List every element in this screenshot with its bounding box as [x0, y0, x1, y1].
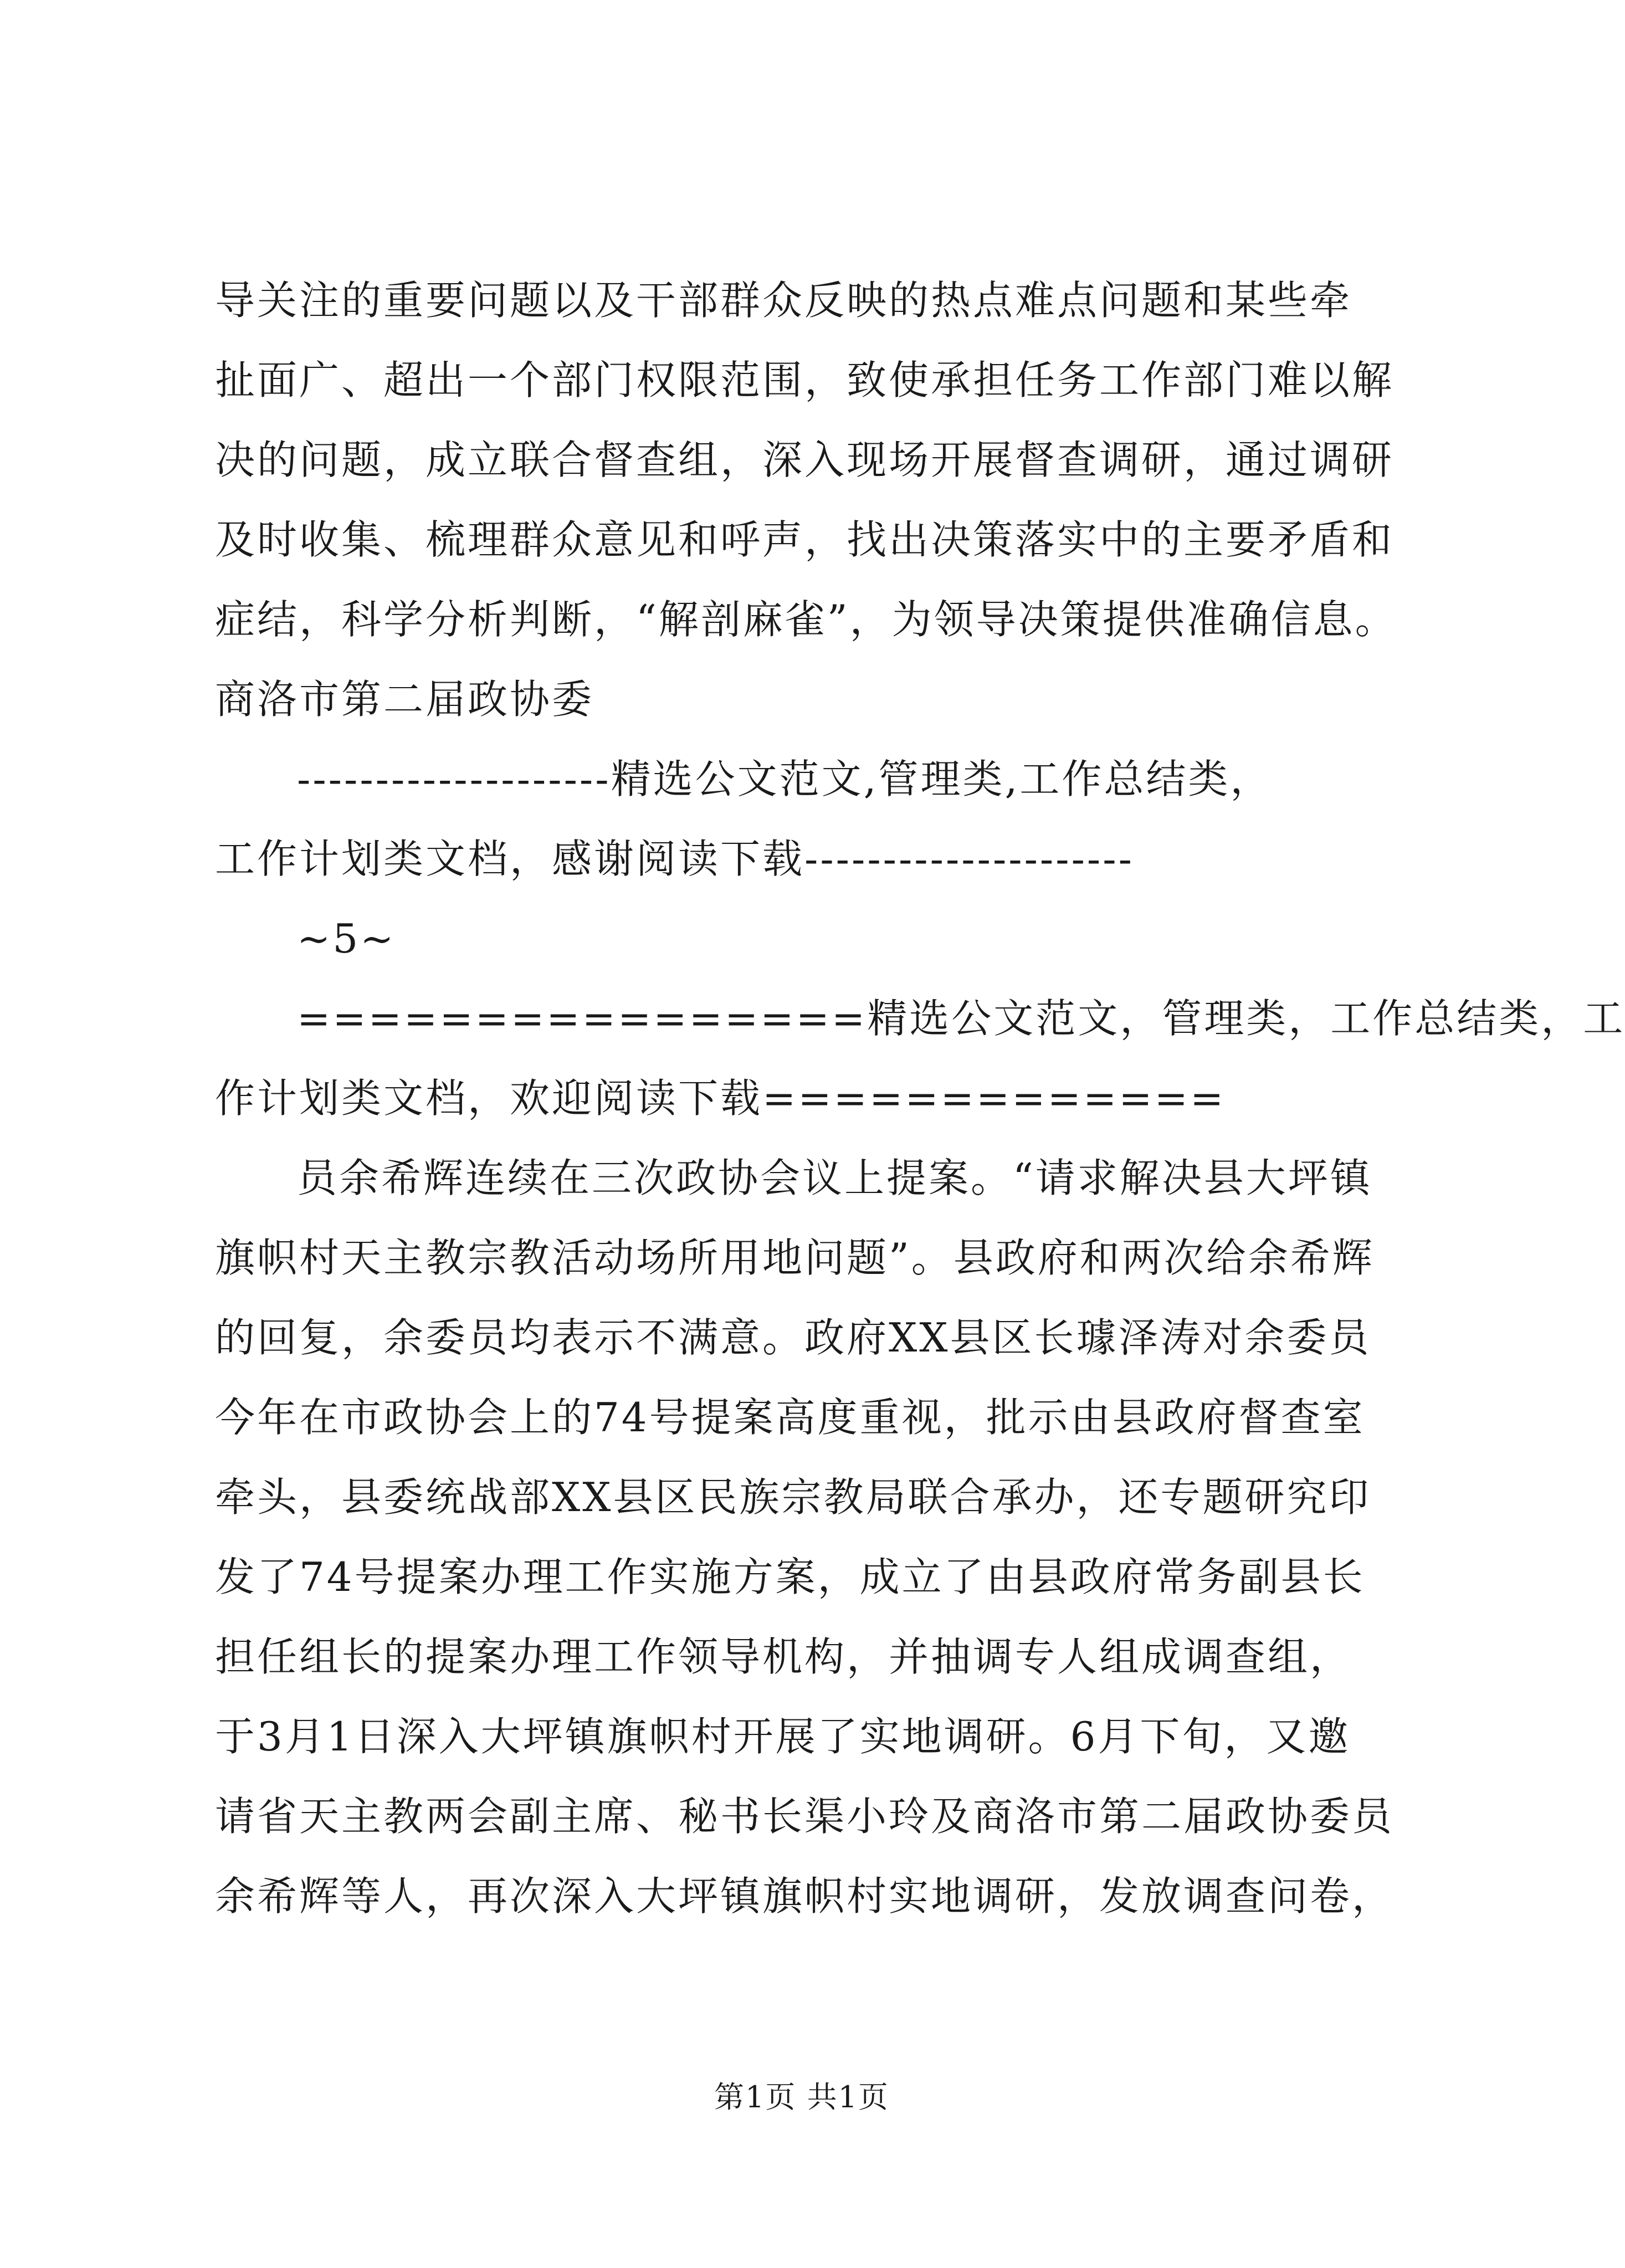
separator-line: ================精选公文范文，管理类，工作总结类，工: [297, 995, 1625, 1042]
separator-line: 工作计划类文档，感谢阅读下载---------------------: [215, 836, 1134, 882]
text-line: 决的问题，成立联合督查组，深入现场开展督查调研，通过调研: [215, 437, 1395, 483]
text-line: 今年在市政协会上的74号提案高度重视，批示由县政府督查室: [215, 1394, 1365, 1441]
text-line: 担任组长的提案办理工作领导机构，并抽调专人组成调查组，: [215, 1634, 1352, 1680]
page-footer: [0, 2078, 1603, 2117]
text-line: 症结，科学分析判断，“解剖麻雀”，为领导决策提供准确信息。: [215, 596, 1397, 643]
text-line: 导关注的重要问题以及干部群众反映的热点难点问题和某些牵: [215, 277, 1352, 324]
text-line: 发了74号提案办理工作实施方案，成立了由县政府常务副县长: [215, 1554, 1365, 1600]
text-line: 扯面广、超出一个部门权限范围，致使承担任务工作部门难以解: [215, 357, 1395, 403]
text-line: 于3月1日深入大坪镇旗帜村开展了实地调研。6月下旬，又邀: [215, 1713, 1351, 1760]
text-line: 旗帜村天主教宗教活动场所用地问题”。县政府和两次给余希辉: [215, 1235, 1375, 1281]
text-line: 余希辉等人，再次深入大坪镇旗帜村实地调研，发放调查问卷，: [215, 1873, 1395, 1919]
separator-line: --------------------精选公文范文,管理类,工作总结类，: [297, 756, 1273, 802]
page-number: 第1页 共1页: [714, 2080, 889, 2115]
page-marker: ~5~: [297, 915, 396, 962]
document-body: [215, 260, 1625, 1936]
text-line: 请省天主教两会副主席、秘书长渠小玲及商洛市第二届政协委员: [215, 1793, 1395, 1840]
separator-line: 作计划类文档，欢迎阅读下载=============: [215, 1075, 1226, 1122]
text-line: 员余希辉连续在三次政协会议上提案。“请求解决县大坪镇: [297, 1155, 1372, 1201]
text-line: 的回复，余委员均表示不满意。政府XX县区长璩泽涛对余委员: [215, 1314, 1371, 1361]
text-line: 牵头，县委统战部XX县区民族宗教局联合承办，还专题研究印: [215, 1474, 1371, 1520]
text-line: 及时收集、梳理群众意见和呼声，找出决策落实中的主要矛盾和: [215, 516, 1395, 563]
text-line: 商洛市第二届政协委: [215, 676, 594, 723]
